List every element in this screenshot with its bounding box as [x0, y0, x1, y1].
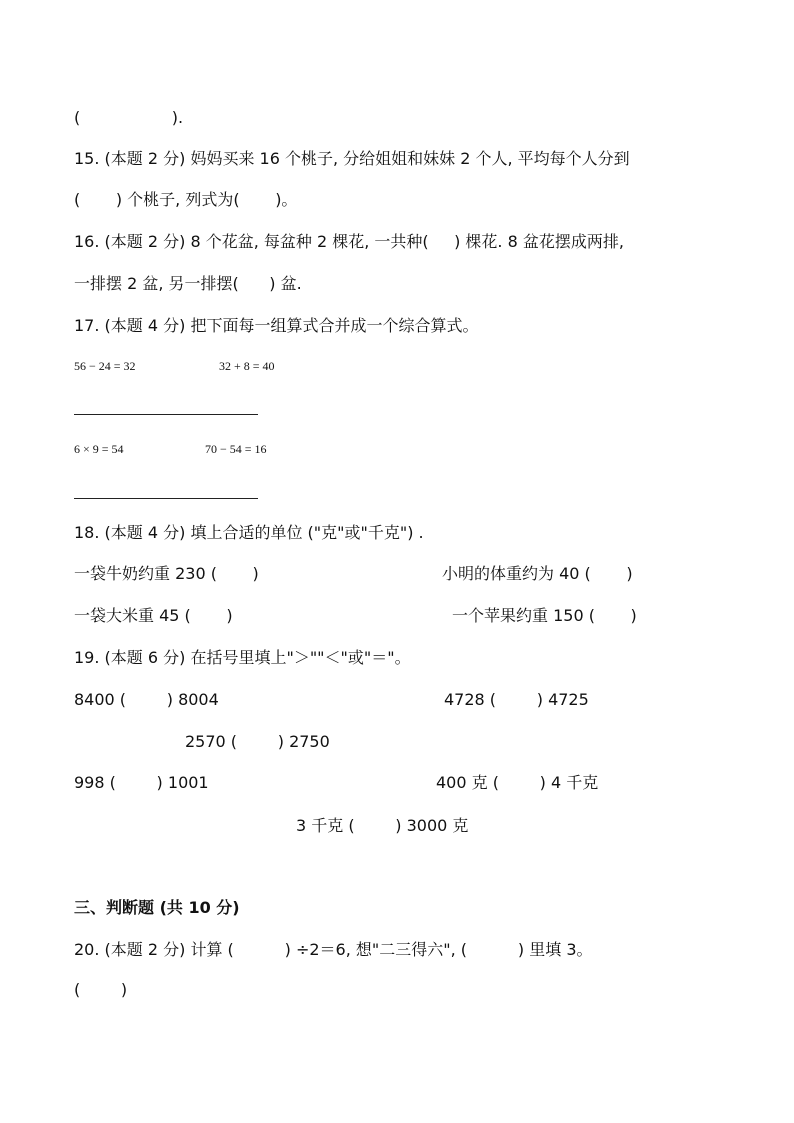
q18-item-rice: 一袋大米重 45 ( )	[74, 606, 233, 625]
section-3-heading: 三、判断题 (共 10 分)	[74, 898, 240, 917]
q19-compare-4: 998 ( ) 1001	[74, 773, 209, 792]
q16-text: 16. (本题 2 分) 8 个花盆, 每盆种 2 棵花, 一共种( ) 棵花. 8 盆花摆成两排,	[74, 232, 624, 251]
q15-text: 15. (本题 2 分) 妈妈买来 16 个桃子, 分给姐姐和妹妹 2 个人, 平均每个人分到	[74, 149, 630, 168]
q17-text: 17. (本题 4 分) 把下面每一组算式合并成一个综合算式。	[74, 316, 479, 335]
q19-compare-1: 8400 ( ) 8004	[74, 690, 219, 709]
equation-group1-a: 56 − 24 = 32	[74, 359, 136, 373]
equation-group2-b: 70 − 54 = 16	[205, 442, 267, 456]
answer-line-2[interactable]	[74, 498, 258, 499]
q18-text: 18. (本题 4 分) 填上合适的单位 ("克"或"千克") .	[74, 523, 424, 542]
q18-item-weight: 小明的体重约为 40 ( )	[442, 564, 633, 583]
q20-answer-blank: ( )	[74, 980, 128, 999]
q14-answer-tail: ( ).	[74, 108, 184, 127]
equation-group2-a: 6 × 9 = 54	[74, 442, 124, 456]
q19-compare-5: 400 克 ( ) 4 千克	[436, 773, 599, 792]
q18-item-apple: 一个苹果约重 150 ( )	[452, 606, 637, 625]
q18-item-milk: 一袋牛奶约重 230 ( )	[74, 564, 259, 583]
q16-text-cont: 一排摆 2 盆, 另一排摆( ) 盆.	[74, 274, 302, 293]
equation-group1-b: 32 + 8 = 40	[219, 359, 275, 373]
q15-text-cont: ( ) 个桃子, 列式为( )。	[74, 190, 298, 209]
q20-text: 20. (本题 2 分) 计算 ( ) ÷2＝6, 想"二三得六", ( ) 里填 3。	[74, 940, 593, 959]
q19-text: 19. (本题 6 分) 在括号里填上"＞""＜"或"＝"。	[74, 648, 411, 667]
q19-compare-2: 4728 ( ) 4725	[444, 690, 589, 709]
q19-compare-6: 3 千克 ( ) 3000 克	[296, 816, 469, 835]
q19-compare-3: 2570 ( ) 2750	[185, 732, 330, 751]
answer-line-1[interactable]	[74, 414, 258, 415]
